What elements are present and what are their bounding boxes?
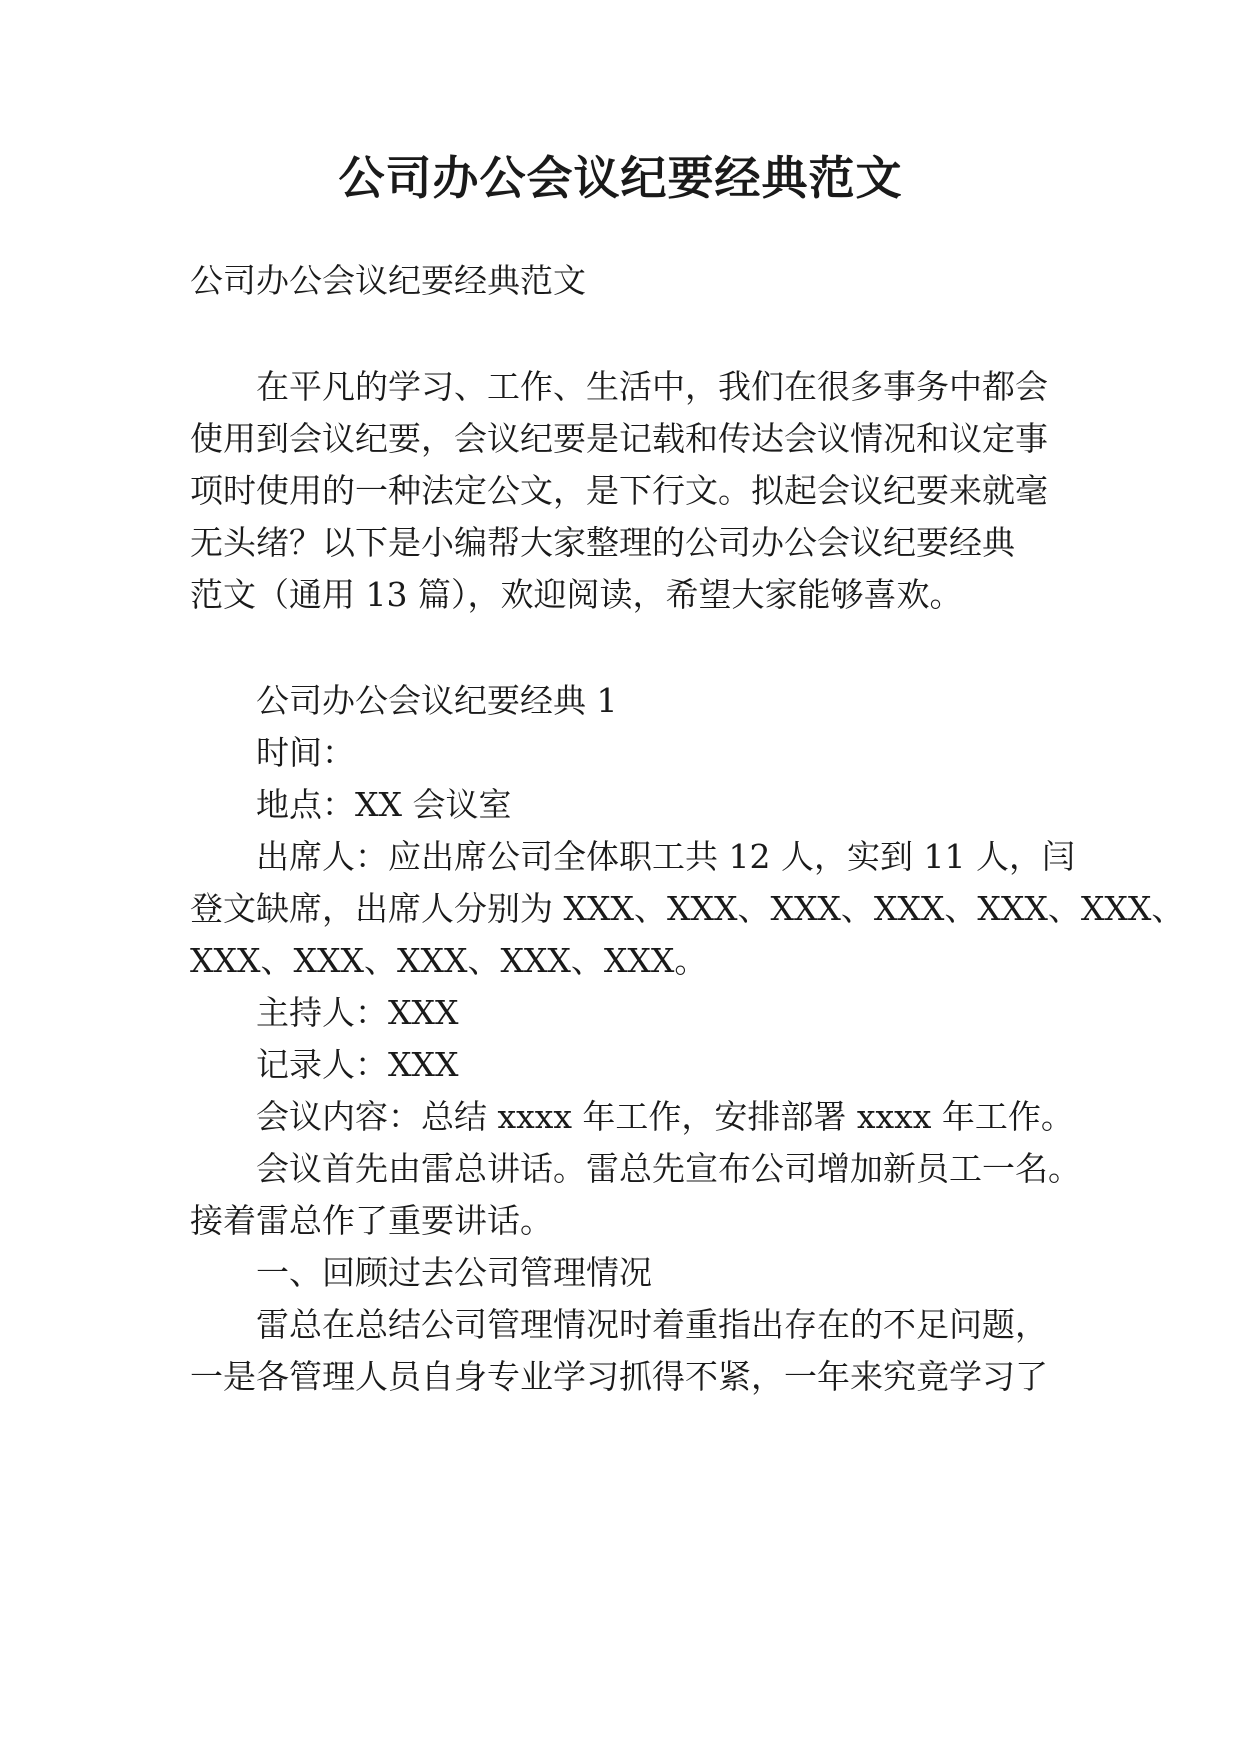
- intro-line: 在平凡的学习、工作、生活中，我们在很多事务中都会: [256, 367, 1048, 406]
- meeting-recorder: 记录人：XXX: [256, 1045, 459, 1084]
- document-subtitle: 公司办公会议纪要经典范文: [190, 261, 586, 300]
- attendees-line: 登文缺席，出席人分别为 XXX、XXX、XXX、XXX、XXX、XXX、: [190, 889, 1185, 928]
- opening-line: 会议首先由雷总讲话。雷总先宣布公司增加新员工一名。: [256, 1149, 1081, 1188]
- meeting-time: 时间：: [256, 733, 355, 772]
- meeting-host: 主持人：XXX: [256, 993, 459, 1032]
- review-line: 雷总在总结公司管理情况时着重指出存在的不足问题，: [256, 1305, 1048, 1344]
- intro-line: 使用到会议纪要，会议纪要是记载和传达会议情况和议定事: [190, 419, 1048, 458]
- intro-line: 无头绪？以下是小编帮大家整理的公司办公会议纪要经典: [190, 523, 1015, 562]
- intro-line: 项时使用的一种法定公文，是下行文。拟起会议纪要来就毫: [190, 471, 1048, 510]
- meeting-location: 地点：XX 会议室: [256, 785, 512, 824]
- attendees-line: 出席人：应出席公司全体职工共 12 人，实到 11 人，闫: [256, 837, 1075, 876]
- attendees-line: XXX、XXX、XXX、XXX、XXX。: [190, 941, 708, 980]
- opening-line: 接着雷总作了重要讲话。: [190, 1201, 553, 1240]
- review-line: 一是各管理人员自身专业学习抓得不紧，一年来究竟学习了: [190, 1357, 1048, 1396]
- meeting-content: 会议内容：总结 xxxx 年工作，安排部署 xxxx 年工作。: [256, 1097, 1074, 1136]
- document-title: 公司办公会议纪要经典范文: [338, 151, 903, 205]
- section-subheading: 一、回顾过去公司管理情况: [256, 1253, 652, 1292]
- section-heading: 公司办公会议纪要经典 1: [256, 681, 618, 720]
- intro-line: 范文（通用 13 篇），欢迎阅读，希望大家能够喜欢。: [190, 575, 963, 614]
